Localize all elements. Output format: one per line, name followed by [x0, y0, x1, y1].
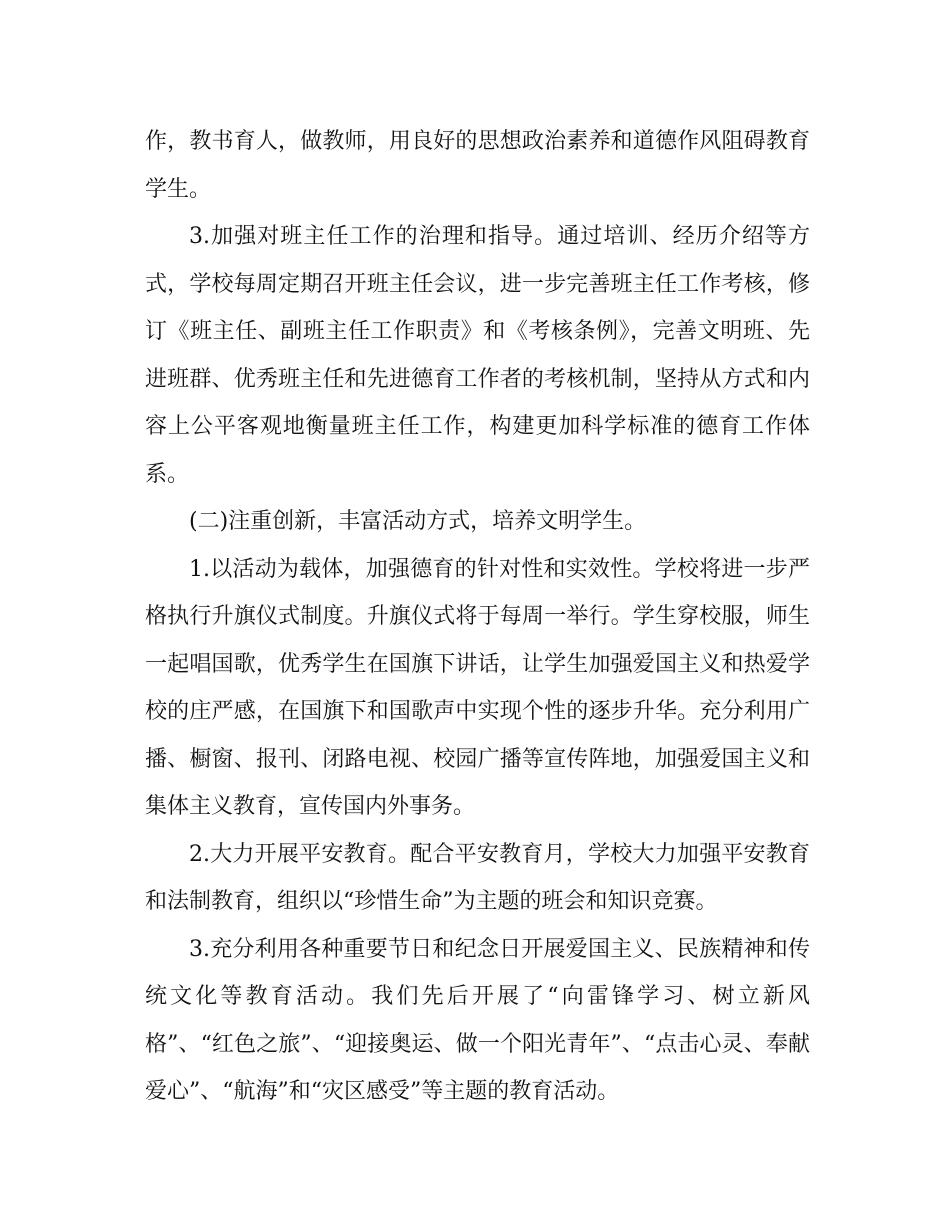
- paragraph-class-teacher-management: 3.加强对班主任工作的治理和指导。通过培训、经历介绍等方式，学校每周定期召开班主任会议，进一步完善班主任工作考核，修订《班主任、副班主任工作职责》和《考核条例》，完善文明班、先进班群、优秀班主任和先进德育工作者的考核机制，坚持从方式和内容上公平客观地衡量班主任工作，构建更加科学标准的德育工作体系。: [145, 224, 810, 487]
- paragraph-safety-education: 2.大力开展平安教育。配合平安教育月，学校大力加强平安教育和法制教育，组织以“珍惜生命”为主题的班会和知识竞赛。: [145, 841, 810, 914]
- document-body: [145, 118, 810, 1116]
- section-heading-innovation: (二)注重创新，丰富活动方式，培养文明学生。: [189, 509, 647, 534]
- paragraph-activity-carrier: 1.以活动为载体，加强德育的针对性和实效性。学校将进一步严格执行升旗仪式制度。升旗仪式将于每周一举行。学生穿校服，师生一起唱国歌，优秀学生在国旗下讲话，让学生加强爱国主义和热爱学校的庄严感，在国旗下和国歌声中实现个性的逐步升华。充分利用广播、橱窗、报刊、闭路电视、校园广播等宣传阵地，加强爱国主义和集体主义教育，宣传国内外事务。: [145, 556, 810, 819]
- paragraph-festival-activities: 3.充分利用各种重要节日和纪念日开展爱国主义、民族精神和传统文化等教育活动。我们先后开展了“向雷锋学习、树立新风格”、“红色之旅”、“迎接奥运、做一个阳光青年”、“点击心灵、奉献爱心”、“航海”和“灾区感受”等主题的教育活动。: [145, 936, 810, 1104]
- paragraph-continuation: 作，教书育人，做教师，用良好的思想政治素养和道德作风阻碍教育学生。: [145, 129, 810, 202]
